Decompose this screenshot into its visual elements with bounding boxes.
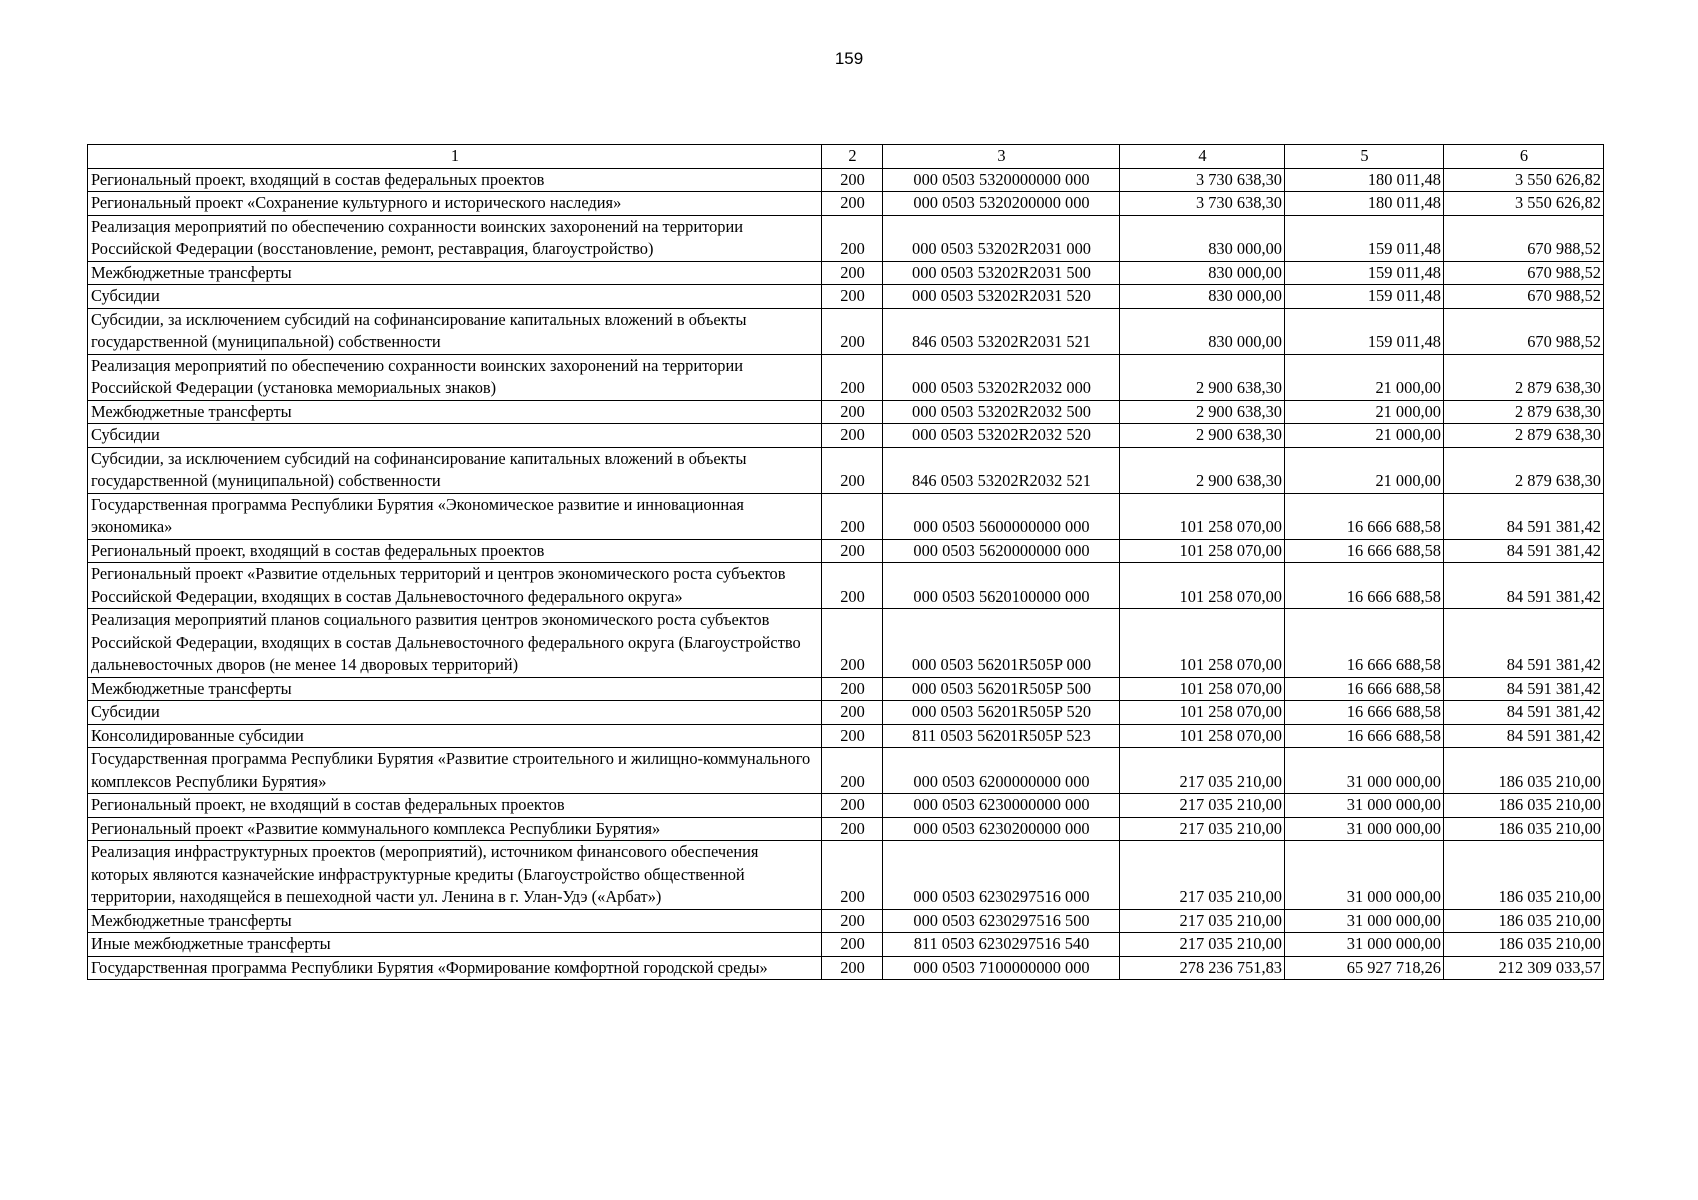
row-amount-col-6-cell: 84 591 381,42: [1444, 677, 1604, 701]
row-amount-col-5-cell: 180 011,48: [1285, 168, 1444, 192]
row-code-cell: 000 0503 5620000000 000: [883, 539, 1120, 563]
row-amount-col-5-cell: 16 666 688,58: [1285, 677, 1444, 701]
row-name-cell: Межбюджетные трансферты: [88, 909, 822, 933]
row-code-cell: 000 0503 5600000000 000: [883, 493, 1120, 539]
table-row: [88, 168, 1604, 192]
row-amount-col-6-cell: 2 879 638,30: [1444, 354, 1604, 400]
row-column-2-cell: 200: [822, 354, 883, 400]
row-amount-col-6-cell: 186 035 210,00: [1444, 909, 1604, 933]
row-amount-col-5-cell: 16 666 688,58: [1285, 724, 1444, 748]
budget-table: [87, 144, 1604, 980]
row-amount-col-5-cell: 31 000 000,00: [1285, 933, 1444, 957]
row-code-cell: 000 0503 5320200000 000: [883, 192, 1120, 216]
row-code-cell: 000 0503 53202R2032 500: [883, 400, 1120, 424]
row-amount-col-4-cell: 101 258 070,00: [1120, 563, 1285, 609]
row-name-cell: Государственная программа Республики Бурятия «Формирование комфортной городской среды»: [88, 956, 822, 980]
row-amount-col-5-cell: 159 011,48: [1285, 261, 1444, 285]
row-code-cell: 000 0503 7100000000 000: [883, 956, 1120, 980]
row-column-2-cell: 200: [822, 909, 883, 933]
row-column-2-cell: 200: [822, 701, 883, 725]
row-amount-col-4-cell: 217 035 210,00: [1120, 933, 1285, 957]
row-amount-col-5-cell: 180 011,48: [1285, 192, 1444, 216]
row-amount-col-6-cell: 3 550 626,82: [1444, 192, 1604, 216]
row-amount-col-5-cell: 21 000,00: [1285, 400, 1444, 424]
row-name-cell: Иные межбюджетные трансферты: [88, 933, 822, 957]
row-amount-col-5-cell: 31 000 000,00: [1285, 909, 1444, 933]
row-amount-col-4-cell: 101 258 070,00: [1120, 539, 1285, 563]
row-code-cell: 846 0503 53202R2031 521: [883, 308, 1120, 354]
row-column-2-cell: 200: [822, 308, 883, 354]
row-amount-col-6-cell: 84 591 381,42: [1444, 609, 1604, 678]
row-column-2-cell: 200: [822, 609, 883, 678]
row-amount-col-5-cell: 31 000 000,00: [1285, 748, 1444, 794]
row-column-2-cell: 200: [822, 748, 883, 794]
header-col-5: 5: [1285, 145, 1444, 169]
row-code-cell: 000 0503 6230200000 000: [883, 817, 1120, 841]
row-amount-col-6-cell: 84 591 381,42: [1444, 493, 1604, 539]
row-amount-col-5-cell: 16 666 688,58: [1285, 493, 1444, 539]
row-column-2-cell: 200: [822, 539, 883, 563]
table-row: [88, 841, 1604, 910]
row-name-cell: Межбюджетные трансферты: [88, 677, 822, 701]
table-row: [88, 285, 1604, 309]
row-name-cell: Реализация мероприятий по обеспечению сохранности воинских захоронений на территории Российской Федерации (восстановление, ремонт, реставрация, благоустройство): [88, 215, 822, 261]
table-row: [88, 956, 1604, 980]
row-amount-col-5-cell: 159 011,48: [1285, 285, 1444, 309]
row-name-cell: Субсидии: [88, 285, 822, 309]
row-column-2-cell: 200: [822, 956, 883, 980]
row-name-cell: Реализация мероприятий по обеспечению сохранности воинских захоронений на территории Российской Федерации (установка мемориальных знаков): [88, 354, 822, 400]
header-col-4: 4: [1120, 145, 1285, 169]
row-amount-col-6-cell: 670 988,52: [1444, 215, 1604, 261]
row-code-cell: 811 0503 6230297516 540: [883, 933, 1120, 957]
row-amount-col-4-cell: 3 730 638,30: [1120, 192, 1285, 216]
row-amount-col-6-cell: 186 035 210,00: [1444, 817, 1604, 841]
row-name-cell: Субсидии, за исключением субсидий на софинансирование капитальных вложений в объекты государственной (муниципальной) собственности: [88, 447, 822, 493]
table-row: [88, 748, 1604, 794]
row-name-cell: Региональный проект «Развитие отдельных территорий и центров экономического роста субъектов Российской Федерации, входящих в состав Дальневосточного федерального округа»: [88, 563, 822, 609]
header-col-2: 2: [822, 145, 883, 169]
row-code-cell: 000 0503 53202R2032 520: [883, 424, 1120, 448]
row-code-cell: 000 0503 53202R2031 520: [883, 285, 1120, 309]
row-amount-col-5-cell: 16 666 688,58: [1285, 701, 1444, 725]
row-name-cell: Государственная программа Республики Бурятия «Развитие строительного и жилищно-коммунального комплексов Республики Бурятия»: [88, 748, 822, 794]
row-code-cell: 000 0503 5320000000 000: [883, 168, 1120, 192]
row-name-cell: Консолидированные субсидии: [88, 724, 822, 748]
row-column-2-cell: 200: [822, 933, 883, 957]
row-code-cell: 000 0503 5620100000 000: [883, 563, 1120, 609]
row-name-cell: Государственная программа Республики Бурятия «Экономическое развитие и инновационная экономика»: [88, 493, 822, 539]
row-column-2-cell: 200: [822, 677, 883, 701]
row-amount-col-6-cell: 2 879 638,30: [1444, 447, 1604, 493]
table-row: [88, 677, 1604, 701]
row-amount-col-6-cell: 84 591 381,42: [1444, 724, 1604, 748]
row-amount-col-4-cell: 2 900 638,30: [1120, 424, 1285, 448]
table-row: [88, 794, 1604, 818]
page-number: 159: [834, 49, 864, 68]
row-amount-col-5-cell: 159 011,48: [1285, 215, 1444, 261]
row-amount-col-4-cell: 2 900 638,30: [1120, 354, 1285, 400]
row-amount-col-6-cell: 186 035 210,00: [1444, 933, 1604, 957]
row-amount-col-4-cell: 830 000,00: [1120, 215, 1285, 261]
row-amount-col-6-cell: 84 591 381,42: [1444, 563, 1604, 609]
row-column-2-cell: 200: [822, 447, 883, 493]
row-amount-col-5-cell: 31 000 000,00: [1285, 794, 1444, 818]
row-amount-col-5-cell: 21 000,00: [1285, 447, 1444, 493]
row-name-cell: Региональный проект «Сохранение культурного и исторического наследия»: [88, 192, 822, 216]
row-column-2-cell: 200: [822, 424, 883, 448]
row-code-cell: 000 0503 6230297516 000: [883, 841, 1120, 910]
table-row: [88, 539, 1604, 563]
row-name-cell: Региональный проект, не входящий в состав федеральных проектов: [88, 794, 822, 818]
row-amount-col-5-cell: 21 000,00: [1285, 354, 1444, 400]
row-column-2-cell: 200: [822, 285, 883, 309]
row-amount-col-4-cell: 217 035 210,00: [1120, 794, 1285, 818]
table-row: [88, 817, 1604, 841]
row-amount-col-6-cell: 2 879 638,30: [1444, 424, 1604, 448]
row-name-cell: Межбюджетные трансферты: [88, 400, 822, 424]
row-column-2-cell: 200: [822, 724, 883, 748]
row-amount-col-4-cell: 217 035 210,00: [1120, 841, 1285, 910]
row-amount-col-5-cell: 16 666 688,58: [1285, 539, 1444, 563]
row-column-2-cell: 200: [822, 168, 883, 192]
row-column-2-cell: 200: [822, 563, 883, 609]
row-amount-col-5-cell: 16 666 688,58: [1285, 609, 1444, 678]
row-amount-col-6-cell: 84 591 381,42: [1444, 701, 1604, 725]
row-code-cell: 846 0503 53202R2032 521: [883, 447, 1120, 493]
row-amount-col-6-cell: 212 309 033,57: [1444, 956, 1604, 980]
row-code-cell: 000 0503 53202R2031 000: [883, 215, 1120, 261]
row-code-cell: 000 0503 53202R2032 000: [883, 354, 1120, 400]
row-name-cell: Субсидии: [88, 424, 822, 448]
row-amount-col-6-cell: 84 591 381,42: [1444, 539, 1604, 563]
row-column-2-cell: 200: [822, 400, 883, 424]
row-amount-col-4-cell: 830 000,00: [1120, 308, 1285, 354]
row-amount-col-4-cell: 217 035 210,00: [1120, 909, 1285, 933]
table-row: [88, 493, 1604, 539]
row-amount-col-4-cell: 101 258 070,00: [1120, 677, 1285, 701]
table-row: [88, 447, 1604, 493]
row-amount-col-5-cell: 65 927 718,26: [1285, 956, 1444, 980]
header-col-6: 6: [1444, 145, 1604, 169]
row-name-cell: Реализация инфраструктурных проектов (мероприятий), источником финансового обеспечения которых являются казначейские инфраструктурные кредиты (Благоустройство общественной территории, находящейся в пешеходной части ул. Ленина в г. Улан-Удэ («Арбат»): [88, 841, 822, 910]
row-amount-col-6-cell: 670 988,52: [1444, 261, 1604, 285]
row-amount-col-4-cell: 830 000,00: [1120, 285, 1285, 309]
table-body: [88, 168, 1604, 980]
table-row: [88, 354, 1604, 400]
table-row: [88, 701, 1604, 725]
row-name-cell: Региональный проект, входящий в состав федеральных проектов: [88, 168, 822, 192]
row-column-2-cell: 200: [822, 493, 883, 539]
row-amount-col-6-cell: 186 035 210,00: [1444, 841, 1604, 910]
row-code-cell: 000 0503 6230297516 500: [883, 909, 1120, 933]
table-row: [88, 215, 1604, 261]
row-column-2-cell: 200: [822, 192, 883, 216]
row-amount-col-4-cell: 278 236 751,83: [1120, 956, 1285, 980]
row-code-cell: 000 0503 53202R2031 500: [883, 261, 1120, 285]
table-row: [88, 724, 1604, 748]
row-amount-col-6-cell: 670 988,52: [1444, 308, 1604, 354]
row-column-2-cell: 200: [822, 841, 883, 910]
row-amount-col-6-cell: 2 879 638,30: [1444, 400, 1604, 424]
row-column-2-cell: 200: [822, 261, 883, 285]
row-amount-col-5-cell: 159 011,48: [1285, 308, 1444, 354]
table-row: [88, 192, 1604, 216]
row-code-cell: 000 0503 56201R505P 000: [883, 609, 1120, 678]
row-amount-col-4-cell: 101 258 070,00: [1120, 701, 1285, 725]
row-column-2-cell: 200: [822, 817, 883, 841]
table-header-row: [88, 145, 1604, 169]
row-amount-col-5-cell: 16 666 688,58: [1285, 563, 1444, 609]
table-row: [88, 424, 1604, 448]
row-amount-col-5-cell: 31 000 000,00: [1285, 841, 1444, 910]
row-amount-col-6-cell: 186 035 210,00: [1444, 748, 1604, 794]
table-row: [88, 261, 1604, 285]
row-amount-col-6-cell: 186 035 210,00: [1444, 794, 1604, 818]
row-name-cell: Региональный проект «Развитие коммунального комплекса Республики Бурятия»: [88, 817, 822, 841]
row-amount-col-4-cell: 2 900 638,30: [1120, 447, 1285, 493]
header-col-1: 1: [88, 145, 822, 169]
row-amount-col-5-cell: 31 000 000,00: [1285, 817, 1444, 841]
row-amount-col-4-cell: 101 258 070,00: [1120, 493, 1285, 539]
row-code-cell: 000 0503 56201R505P 500: [883, 677, 1120, 701]
row-name-cell: Субсидии, за исключением субсидий на софинансирование капитальных вложений в объекты государственной (муниципальной) собственности: [88, 308, 822, 354]
row-amount-col-4-cell: 217 035 210,00: [1120, 748, 1285, 794]
row-name-cell: Реализация мероприятий планов социального развития центров экономического роста субъектов Российской Федерации, входящих в состав Дальневосточного федерального округа (Благоустройство дальневосточных дворов (не менее 14 дворовых территорий): [88, 609, 822, 678]
table-row: [88, 563, 1604, 609]
row-column-2-cell: 200: [822, 794, 883, 818]
table-row: [88, 933, 1604, 957]
row-amount-col-4-cell: 3 730 638,30: [1120, 168, 1285, 192]
row-amount-col-4-cell: 101 258 070,00: [1120, 609, 1285, 678]
table-row: [88, 400, 1604, 424]
row-code-cell: 000 0503 56201R505P 520: [883, 701, 1120, 725]
header-col-3: 3: [883, 145, 1120, 169]
row-name-cell: Субсидии: [88, 701, 822, 725]
row-amount-col-4-cell: 101 258 070,00: [1120, 724, 1285, 748]
table-row: [88, 909, 1604, 933]
row-column-2-cell: 200: [822, 215, 883, 261]
row-code-cell: 000 0503 6230000000 000: [883, 794, 1120, 818]
row-amount-col-4-cell: 830 000,00: [1120, 261, 1285, 285]
table-row: [88, 308, 1604, 354]
row-name-cell: Межбюджетные трансферты: [88, 261, 822, 285]
row-amount-col-5-cell: 21 000,00: [1285, 424, 1444, 448]
row-amount-col-4-cell: 217 035 210,00: [1120, 817, 1285, 841]
row-amount-col-6-cell: 670 988,52: [1444, 285, 1604, 309]
row-amount-col-6-cell: 3 550 626,82: [1444, 168, 1604, 192]
row-code-cell: 000 0503 6200000000 000: [883, 748, 1120, 794]
table-row: [88, 609, 1604, 678]
row-code-cell: 811 0503 56201R505P 523: [883, 724, 1120, 748]
row-name-cell: Региональный проект, входящий в состав федеральных проектов: [88, 539, 822, 563]
row-amount-col-4-cell: 2 900 638,30: [1120, 400, 1285, 424]
